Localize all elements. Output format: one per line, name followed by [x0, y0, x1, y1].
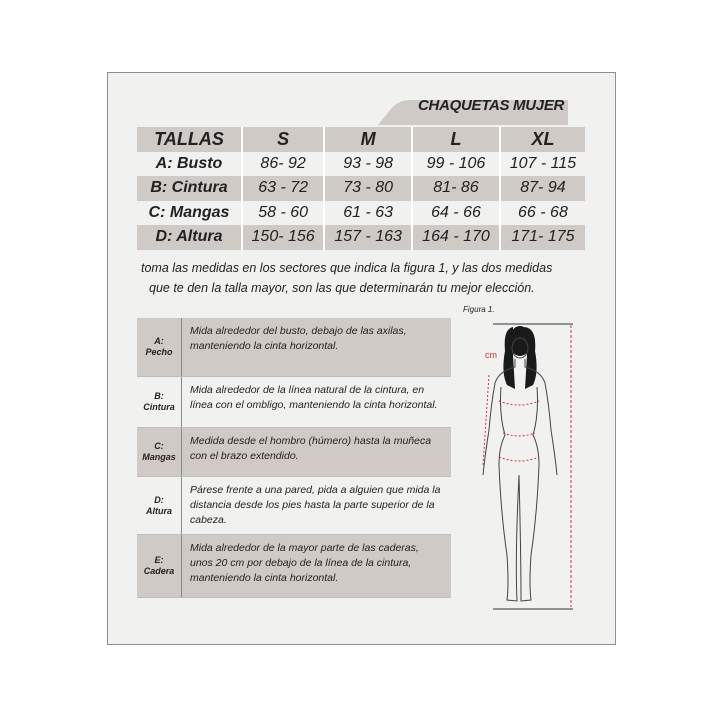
table-cell: 164 - 170: [412, 225, 500, 250]
table-cell: 157 - 163: [324, 225, 412, 250]
figure-label: Figura 1.: [463, 305, 495, 314]
table-row: [137, 176, 585, 201]
measure-letter: C:: [154, 441, 164, 451]
measure-name: Altura: [145, 505, 172, 516]
table-row: [137, 225, 585, 250]
measure-description: Mida alrededor del busto, debajo de las axilas, manteniendo la cinta horizontal.: [190, 325, 407, 352]
measure-letter: D:: [154, 494, 164, 505]
table-row: [137, 201, 585, 226]
table-cell: 81- 86: [412, 176, 500, 201]
row-label: A: Busto: [137, 152, 242, 177]
table-cell: 86- 92: [242, 152, 324, 177]
table-cell: 61 - 63: [324, 201, 412, 226]
table-cell: 66 - 68: [518, 203, 568, 221]
page-title: CHAQUETAS MUJER: [418, 97, 565, 114]
row-label: B: Cintura: [137, 176, 242, 201]
measure-code: [137, 428, 182, 476]
column-header: XL: [531, 128, 555, 149]
table-header-row: [137, 127, 585, 152]
row-label: C: Mangas: [137, 201, 242, 226]
measure-description: Mida alrededor de la mayor parte de las caderas, unos 20 cm por debajo de la línea de la cintura, manteniendo la cinta horizontal.: [190, 542, 419, 584]
measure-name: Cintura: [143, 402, 175, 412]
measure-description: Párese frente a una pared, pida a alguien que mida la distancia desde los pies hasta la parte superior de la cabeza.: [190, 484, 441, 526]
measure-name: Cadera: [143, 566, 175, 576]
body-silhouette-icon: [455, 315, 585, 615]
measure-code: [137, 477, 182, 534]
table-cell: 64 - 66: [412, 201, 500, 226]
table-cell: 63 - 72: [242, 176, 324, 201]
measure-code: [137, 318, 182, 376]
row-label: D: Altura: [137, 225, 242, 250]
measure-name: Mangas: [142, 452, 176, 462]
measure-code: [137, 377, 182, 427]
measure-letter: A:: [154, 336, 164, 346]
table-cell: 58 - 60: [242, 201, 324, 226]
list-item: [137, 428, 451, 477]
measure-description: Mida alrededor de la línea natural de la cintura, en línea con el ombligo, manteniendo la cinta horizontal.: [190, 384, 438, 411]
measure-letter: B:: [154, 391, 164, 401]
note-line-1: toma las medidas en los sectores que indica la figura 1, y las dos medidas: [141, 261, 553, 275]
list-item: [137, 477, 451, 535]
measure-name: Pecho: [145, 347, 173, 357]
table-cell: 99 - 106: [412, 152, 500, 177]
size-table: [137, 127, 585, 250]
column-header: M: [324, 127, 412, 152]
table-cell: 87- 94: [520, 179, 566, 197]
column-header: L: [412, 127, 500, 152]
measurement-note: [141, 258, 601, 298]
list-item: [137, 377, 451, 428]
list-item: [137, 535, 451, 598]
table-cell: 171- 175: [511, 228, 575, 246]
note-line-2: que te den la talla mayor, son las que determinarán tu mejor elección.: [149, 281, 535, 295]
measure-letter: E:: [154, 555, 164, 565]
column-header: TALLAS: [137, 127, 242, 152]
column-header: S: [242, 127, 324, 152]
table-cell: 73 - 80: [324, 176, 412, 201]
table-cell: 150- 156: [242, 225, 324, 250]
unit-label: cm: [485, 350, 497, 360]
table-cell: 107 - 115: [509, 154, 577, 172]
table-row: [137, 152, 585, 177]
measure-code: [137, 535, 182, 597]
measure-description: Medida desde el hombro (húmero) hasta la muñeca con el brazo extendido.: [190, 435, 432, 462]
table-cell: 93 - 98: [324, 152, 412, 177]
list-item: [137, 318, 451, 377]
measurement-list: [137, 318, 451, 598]
